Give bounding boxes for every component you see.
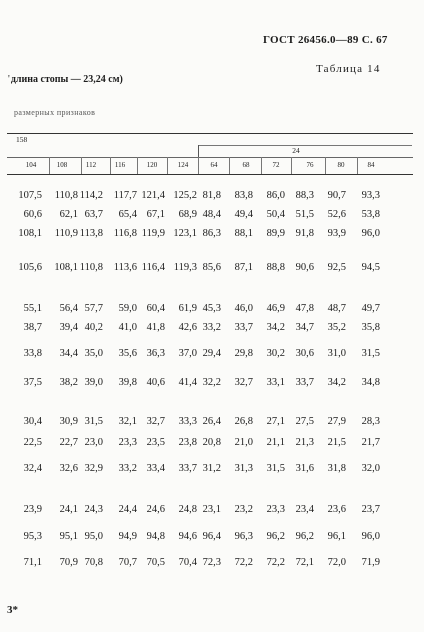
column-header: 76 (306, 161, 314, 169)
table-cell: 27,9 (327, 416, 346, 427)
table-cell: 93,3 (361, 190, 380, 201)
table-cell: 35,0 (84, 348, 103, 359)
table-cell: 63,7 (84, 209, 103, 220)
subtitle-text: длина стопы — 23,24 см) (10, 74, 123, 85)
table-cell: 33,2 (118, 463, 137, 474)
table-cell: 27,5 (295, 416, 314, 427)
table-cell: 21,7 (361, 437, 380, 448)
column-header: 84 (367, 161, 375, 169)
table-cell: 23,8 (178, 437, 197, 448)
table-cell: 70,8 (84, 557, 103, 568)
table-cell: 33,1 (266, 377, 285, 388)
table-cell: 31,5 (84, 416, 103, 427)
table-cell: 116,8 (113, 228, 137, 239)
table-cell: 49,4 (234, 209, 253, 220)
table-cell: 40,2 (84, 322, 103, 333)
table-cell: 67,1 (146, 209, 165, 220)
table-cell: 95,0 (84, 531, 103, 542)
table-cell: 30,9 (59, 416, 78, 427)
subtitle-mark: ' (8, 74, 10, 85)
column-divider (229, 157, 230, 174)
column-header: 124 (177, 161, 189, 169)
table-cell: 105,6 (18, 262, 42, 273)
table-cell: 110,8 (79, 262, 103, 273)
column-divider (137, 157, 138, 174)
table-cell: 35,2 (327, 322, 346, 333)
table-cell: 31,6 (295, 463, 314, 474)
table-cell: 96,0 (361, 531, 380, 542)
header-bottom-rule (7, 174, 413, 175)
table-cell: 26,4 (202, 416, 221, 427)
table-cell: 32,9 (84, 463, 103, 474)
table-cell: 70,5 (146, 557, 165, 568)
table-cell: 24,4 (118, 504, 137, 515)
column-header: 108 (56, 161, 68, 169)
table-cell: 108,1 (18, 228, 42, 239)
table-cell: 52,6 (327, 209, 346, 220)
table-cell: 22,5 (23, 437, 42, 448)
table-cell: 96,1 (327, 531, 346, 542)
group-divider (198, 145, 199, 157)
table-cell: 23,7 (361, 504, 380, 515)
table-cell: 62,1 (59, 209, 78, 220)
table-cell: 23,2 (234, 504, 253, 515)
table-cell: 23,3 (118, 437, 137, 448)
column-divider (357, 157, 358, 174)
table-cell: 31,3 (234, 463, 253, 474)
table-cell: 70,4 (178, 557, 197, 568)
table-cell: 114,2 (79, 190, 103, 201)
dimension-caption: размерных признаков (14, 108, 96, 117)
table-cell: 95,1 (59, 531, 78, 542)
table-cell: 37,5 (23, 377, 42, 388)
table-cell: 91,8 (295, 228, 314, 239)
table-cell: 32,6 (59, 463, 78, 474)
table-cell: 33,3 (178, 416, 197, 427)
table-cell: 47,8 (295, 303, 314, 314)
table-cell: 33,4 (146, 463, 165, 474)
column-divider (261, 157, 262, 174)
table-cell: 32,1 (118, 416, 137, 427)
table-cell: 30,2 (266, 348, 285, 359)
table-cell: 51,5 (295, 209, 314, 220)
table-cell: 34,2 (266, 322, 285, 333)
column-divider (81, 157, 82, 174)
table-cell: 86,0 (266, 190, 285, 201)
table-cell: 33,7 (178, 463, 197, 474)
table-cell: 32,4 (23, 463, 42, 474)
table-cell: 53,8 (361, 209, 380, 220)
table-cell: 71,9 (361, 557, 380, 568)
table-cell: 65,4 (118, 209, 137, 220)
table-cell: 48,4 (202, 209, 221, 220)
table-cell: 23,6 (327, 504, 346, 515)
table-cell: 22,7 (59, 437, 78, 448)
table-cell: 21,0 (234, 437, 253, 448)
table-cell: 108,1 (54, 262, 78, 273)
table-cell: 34,8 (361, 377, 380, 388)
table-cell: 49,7 (361, 303, 380, 314)
table-cell: 37,0 (178, 348, 197, 359)
table-cell: 94,6 (178, 531, 197, 542)
table-cell: 39,0 (84, 377, 103, 388)
table-cell: 117,7 (113, 190, 137, 201)
table-cell: 113,6 (113, 262, 137, 273)
table-cell: 35,6 (118, 348, 137, 359)
table-cell: 96,2 (295, 531, 314, 542)
table-cell: 88,8 (266, 262, 285, 273)
page-mark: 3* (7, 604, 18, 616)
column-header: 80 (337, 161, 345, 169)
table-cell: 23,4 (295, 504, 314, 515)
table-cell: 31,5 (266, 463, 285, 474)
table-cell: 34,7 (295, 322, 314, 333)
header-rule (7, 157, 413, 158)
table-cell: 28,3 (361, 416, 380, 427)
table-cell: 70,7 (118, 557, 137, 568)
table-cell: 110,8 (54, 190, 78, 201)
table-cell: 125,2 (173, 190, 197, 201)
table-cell: 87,1 (234, 262, 253, 273)
table-cell: 23,9 (23, 504, 42, 515)
table-cell: 50,4 (266, 209, 285, 220)
table-cell: 121,4 (141, 190, 165, 201)
table-cell: 38,2 (59, 377, 78, 388)
column-divider (49, 157, 50, 174)
table-cell: 57,7 (84, 303, 103, 314)
table-cell: 86,3 (202, 228, 221, 239)
table-cell: 59,0 (118, 303, 137, 314)
table-cell: 68,9 (178, 209, 197, 220)
table-cell: 24,6 (146, 504, 165, 515)
table-cell: 56,4 (59, 303, 78, 314)
table-cell: 32,2 (202, 377, 221, 388)
table-cell: 31,0 (327, 348, 346, 359)
table-cell: 72,3 (202, 557, 221, 568)
table-cell: 21,3 (295, 437, 314, 448)
table-cell: 23,0 (84, 437, 103, 448)
table-cell: 26,8 (234, 416, 253, 427)
table-cell: 107,5 (18, 190, 42, 201)
table-cell: 39,8 (118, 377, 137, 388)
group-label-left: 158 (16, 135, 28, 144)
table-cell: 41,0 (118, 322, 137, 333)
table-cell: 23,3 (266, 504, 285, 515)
column-divider (291, 157, 292, 174)
column-divider (110, 157, 111, 174)
table-cell: 24,8 (178, 504, 197, 515)
table-cell: 23,5 (146, 437, 165, 448)
table-cell: 92,5 (327, 262, 346, 273)
table-cell: 33,7 (234, 322, 253, 333)
table-cell: 72,1 (295, 557, 314, 568)
table-cell: 72,2 (234, 557, 253, 568)
table-cell: 90,6 (295, 262, 314, 273)
table-number: Таблица 14 (316, 63, 381, 75)
table-cell: 96,3 (234, 531, 253, 542)
table-cell: 29,4 (202, 348, 221, 359)
table-cell: 31,2 (202, 463, 221, 474)
table-cell: 27,1 (266, 416, 285, 427)
table-cell: 94,8 (146, 531, 165, 542)
table-cell: 123,1 (173, 228, 197, 239)
table-cell: 85,6 (202, 262, 221, 273)
table-cell: 21,5 (327, 437, 346, 448)
table-cell: 60,6 (23, 209, 42, 220)
table-cell: 72,2 (266, 557, 285, 568)
table-cell: 83,8 (234, 190, 253, 201)
table-cell: 113,8 (79, 228, 103, 239)
table-cell: 23,1 (202, 504, 221, 515)
table-top-rule (7, 133, 413, 134)
column-header: 116 (114, 161, 126, 169)
table-cell: 42,6 (178, 322, 197, 333)
group-label-right: 24 (292, 146, 300, 155)
table-cell: 70,9 (59, 557, 78, 568)
column-divider (325, 157, 326, 174)
table-cell: 31,5 (361, 348, 380, 359)
column-divider (198, 157, 199, 174)
table-cell: 34,2 (327, 377, 346, 388)
table-cell: 40,6 (146, 377, 165, 388)
table-cell: 55,1 (23, 303, 42, 314)
table-cell: 94,5 (361, 262, 380, 273)
table-cell: 34,4 (59, 348, 78, 359)
table-cell: 81,8 (202, 190, 221, 201)
standard-reference: ГОСТ 26456.0—89 С. 67 (263, 34, 388, 46)
table-cell: 30,6 (295, 348, 314, 359)
table-cell: 119,3 (173, 262, 197, 273)
column-header: 72 (272, 161, 280, 169)
table-cell: 89,9 (266, 228, 285, 239)
table-cell: 32,0 (361, 463, 380, 474)
table-cell: 35,8 (361, 322, 380, 333)
column-divider (167, 157, 168, 174)
table-cell: 30,4 (23, 416, 42, 427)
table-cell: 71,1 (23, 557, 42, 568)
table-cell: 32,7 (234, 377, 253, 388)
table-cell: 24,1 (59, 504, 78, 515)
table-cell: 116,4 (141, 262, 165, 273)
table-cell: 96,2 (266, 531, 285, 542)
table-cell: 32,7 (146, 416, 165, 427)
table-cell: 95,3 (23, 531, 42, 542)
column-header: 120 (146, 161, 158, 169)
table-cell: 45,3 (202, 303, 221, 314)
header-group-rule (198, 145, 412, 146)
table-cell: 60,4 (146, 303, 165, 314)
table-subtitle (8, 74, 123, 85)
column-header: 68 (242, 161, 250, 169)
column-header: 64 (210, 161, 218, 169)
table-cell: 72,0 (327, 557, 346, 568)
table-cell: 41,8 (146, 322, 165, 333)
table-cell: 33,8 (23, 348, 42, 359)
column-header: 104 (25, 161, 37, 169)
table-cell: 88,1 (234, 228, 253, 239)
table-cell: 29,8 (234, 348, 253, 359)
table-cell: 90,7 (327, 190, 346, 201)
table-cell: 61,9 (178, 303, 197, 314)
table-cell: 88,3 (295, 190, 314, 201)
table-cell: 38,7 (23, 322, 42, 333)
table-cell: 33,2 (202, 322, 221, 333)
table-cell: 110,9 (54, 228, 78, 239)
table-cell: 21,1 (266, 437, 285, 448)
table-cell: 33,7 (295, 377, 314, 388)
table-cell: 24,3 (84, 504, 103, 515)
table-cell: 93,9 (327, 228, 346, 239)
column-header: 112 (85, 161, 97, 169)
table-cell: 41,4 (178, 377, 197, 388)
table-cell: 31,8 (327, 463, 346, 474)
table-cell: 94,9 (118, 531, 137, 542)
table-cell: 39,4 (59, 322, 78, 333)
table-cell: 46,9 (266, 303, 285, 314)
table-cell: 119,9 (141, 228, 165, 239)
table-cell: 46,0 (234, 303, 253, 314)
table-cell: 96,4 (202, 531, 221, 542)
table-cell: 20,8 (202, 437, 221, 448)
table-cell: 36,3 (146, 348, 165, 359)
table-cell: 48,7 (327, 303, 346, 314)
table-cell: 96,0 (361, 228, 380, 239)
